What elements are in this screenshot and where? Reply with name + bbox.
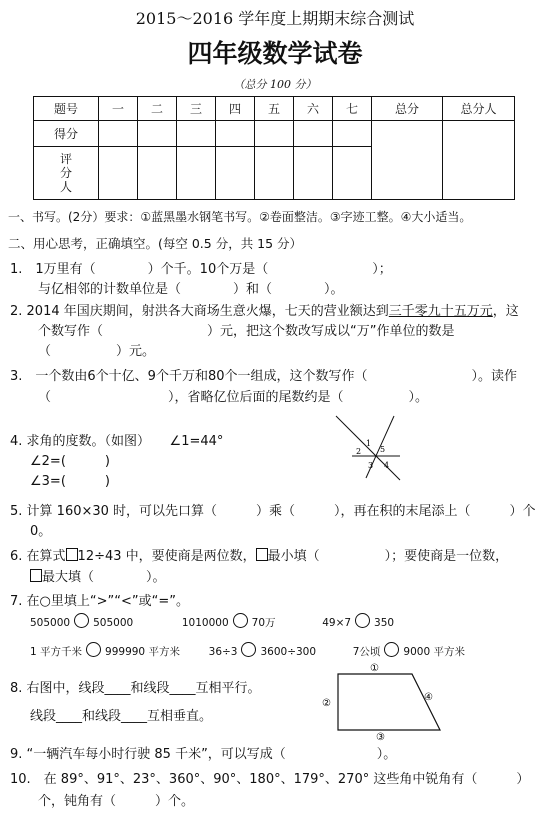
compare-item: 49×7 (322, 617, 352, 629)
total-scorer-cell (443, 121, 515, 200)
compare-item: 1010000 (181, 617, 229, 629)
score-header-cell: 题号 (34, 97, 99, 121)
score-header-cell: 六 (294, 97, 333, 121)
question-2-line-1 (10, 300, 519, 319)
question-2-line-2: 个数写作（ ）元，把这个数改写成以“万”作单位的数是 (38, 324, 455, 339)
q2-underlined-amount: 三千零九十五万元 (388, 304, 493, 319)
score-cell (333, 121, 372, 147)
compare-item: 70万 (251, 617, 276, 629)
question-3-line-1: 3. 一个数由6个十亿、9个千万和80个一组成，这个数写作（ ）。读作 (10, 369, 517, 384)
segment-label: ② (322, 698, 331, 709)
grader-cell (294, 147, 333, 200)
question-4-line-1: 4. 求角的度数。（如图） ∠1=44° (10, 434, 224, 449)
compare-item: 1 平方千米 (30, 646, 83, 658)
score-header-cell: 二 (138, 97, 177, 121)
score-row-label: 得分 (34, 121, 99, 147)
section-2-heading: 二、用心思考，正确填空。(每空 0.5 分，共 15 分） (8, 236, 303, 251)
q6-text-b: 12÷43 中，要使商是两位数， (77, 549, 256, 564)
compare-circle[interactable] (86, 642, 101, 657)
grader-row-label (34, 147, 99, 200)
q6-text-c: 最小填（ ）；要使商是一位数， (267, 549, 509, 564)
grader-char: 分 (59, 166, 72, 180)
angle-label: 3 (368, 461, 374, 470)
score-header-cell: 总分人 (443, 97, 515, 121)
compare-item: 7公顷 (352, 646, 381, 658)
compare-circle[interactable] (241, 642, 256, 657)
compare-item: 36÷3 (208, 646, 238, 658)
compare-circle[interactable] (355, 613, 370, 628)
question-8-line-2: 线段____和线段____互相垂直。 (30, 709, 213, 724)
q2-text-b: ，这 (492, 304, 519, 319)
grader-cell (138, 147, 177, 200)
score-header-cell: 三 (177, 97, 216, 121)
angle-label: 1 (366, 439, 372, 448)
segment-label: ④ (424, 692, 433, 703)
question-1-line-2: 与亿相邻的计数单位是（ ）和（ ）。 (38, 282, 344, 297)
blank-box (66, 548, 78, 561)
segment-label: ① (370, 663, 379, 674)
question-4-line-2: ∠2=( ) (30, 454, 110, 469)
score-header-cell: 总分 (372, 97, 443, 121)
question-2-line-3: （ ）元。 (38, 344, 156, 359)
question-9: 9. “一辆汽车每小时行驶 85 千米”，可以写成（ ）。 (10, 747, 397, 762)
score-cell (294, 121, 333, 147)
grader-cell (216, 147, 255, 200)
grader-cell (255, 147, 294, 200)
question-5-line-2: 0。 (30, 524, 52, 539)
score-table (33, 96, 515, 200)
score-table-header-row (34, 97, 515, 121)
blank-box (30, 569, 42, 582)
question-6-line-1 (10, 545, 508, 564)
question-6-line-2 (30, 566, 166, 585)
grader-cell (333, 147, 372, 200)
question-7-heading: 7. 在○里填上“>”“<”或“=”。 (10, 594, 189, 609)
question-3-line-2: （ ），省略亿位后面的尾数约是（ ）。 (38, 390, 429, 405)
question-5-line-1: 5. 计算 160×30 时，可以先口算（ ）乘（ ），再在积的末尾添上（ ）个 (10, 504, 536, 519)
score-row (34, 121, 515, 147)
question-8-line-1: 8. 右图中，线段____和线段____互相平行。 (10, 681, 261, 696)
compare-item: 505000 (30, 617, 71, 629)
trapezoid-figure (318, 660, 452, 742)
compare-circle[interactable] (233, 613, 248, 628)
compare-item: 999990 平方米 (105, 646, 180, 658)
score-cell (177, 121, 216, 147)
question-10-line-1: 10. 在 89°、91°、23°、360°、90°、180°、179°、270° 这些角中锐角有（ ） (10, 772, 530, 787)
score-header-cell: 七 (333, 97, 372, 121)
angle-label: 2 (356, 447, 362, 456)
score-header-cell: 五 (255, 97, 294, 121)
question-10-line-2: 个，钝角有（ ）个。 (38, 794, 195, 809)
compare-circle[interactable] (384, 642, 399, 657)
exam-main-title: 四年级数学试卷 (187, 39, 363, 68)
score-cell (255, 121, 294, 147)
q6-text-d: 最大填（ ）。 (42, 570, 166, 585)
grader-char: 评 (59, 152, 72, 166)
question-7-row-2 (30, 642, 465, 659)
score-cell (99, 121, 138, 147)
angle-figure (330, 412, 410, 482)
q6-text-a: 6. 在算式 (10, 549, 66, 564)
score-header-cell: 四 (216, 97, 255, 121)
score-cell (138, 121, 177, 147)
figure-line (336, 416, 400, 480)
compare-item: 3600÷300 (260, 646, 317, 658)
question-4-line-3: ∠3=( ) (30, 474, 110, 489)
compare-item: 350 (374, 617, 395, 629)
total-score-note: （总分 100 分） (233, 78, 317, 91)
compare-item: 505000 (93, 617, 134, 629)
question-1-line-1: 1. 1万里有（ ）个千。10个万是（ ）； (10, 262, 392, 277)
section-1-heading: 一、书写。(2分）要求：①蓝黑墨水钢笔书写。②卷面整洁。③字迹工整。④大小适当。 (8, 210, 472, 224)
grader-cell (99, 147, 138, 200)
question-7-row-1 (30, 613, 394, 630)
q2-text-a: 2. 2014 年国庆期间，射洪各大商场生意火爆，七天的营业额达到 (10, 304, 389, 319)
grader-char: 人 (59, 180, 72, 194)
angle-label: 4 (384, 461, 390, 470)
compare-item: 9000 平方米 (403, 646, 465, 658)
score-header-cell: 一 (99, 97, 138, 121)
blank-box (256, 548, 268, 561)
angle-label: 5 (380, 445, 386, 454)
grader-cell (177, 147, 216, 200)
exam-top-title: 2015～2016 学年度上期期末综合测试 (135, 9, 415, 28)
total-score-cell (372, 121, 443, 200)
score-cell (216, 121, 255, 147)
segment-label: ③ (376, 732, 385, 742)
compare-circle[interactable] (74, 613, 89, 628)
